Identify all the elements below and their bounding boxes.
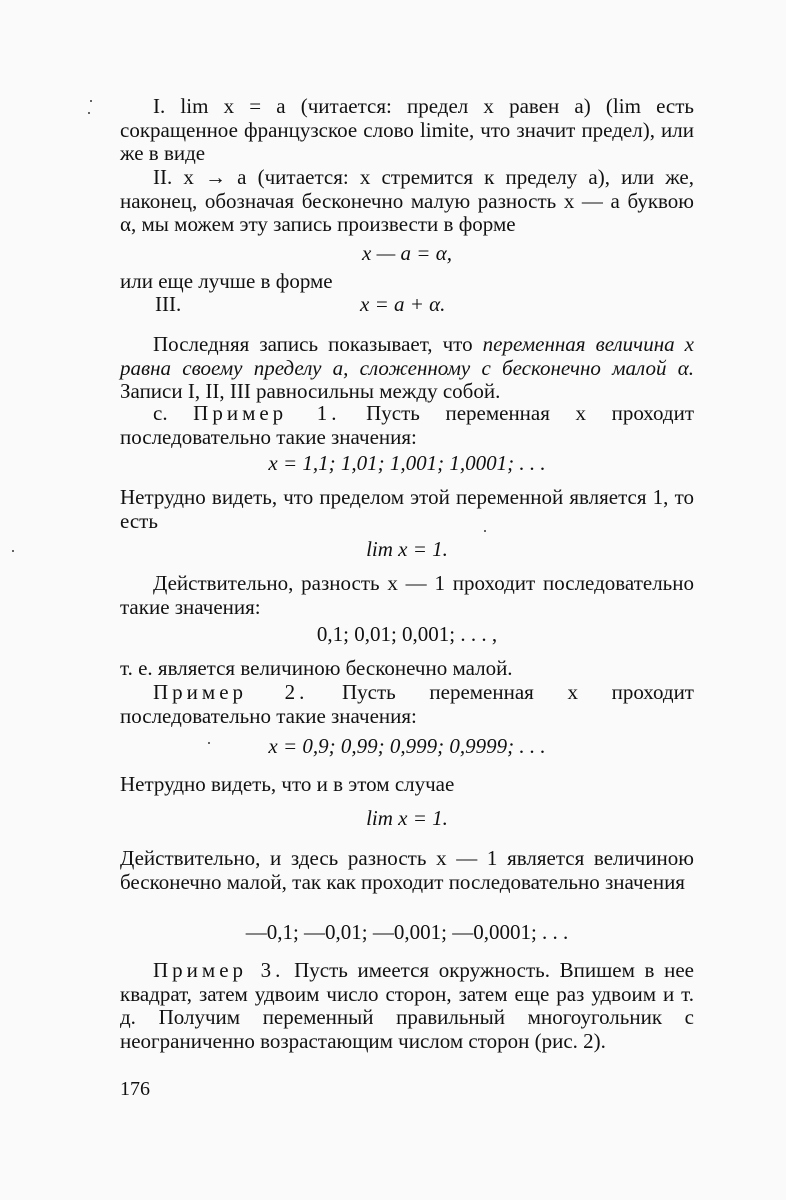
line-better-form: или еще лучше в форме	[120, 269, 333, 293]
italic-statement: переменная величина x равна своему пределу a, сложенному с бесконечно малой α.	[120, 332, 694, 380]
paragraph-example-1: с. Пример 1. Пусть переменная x проходит последовательно такие значения:	[120, 401, 694, 449]
example-1-label: Пример 1.	[193, 401, 341, 425]
formula-difference-1: 0,1; 0,01; 0,001; . . . ,	[316, 622, 498, 646]
paragraph-notation-I: I. lim x = a (читается: предел x равен a) (lim есть сокращенное французское слово limite, что значит предел), или же в виде	[120, 94, 694, 165]
paragraph-example-3: Пример 3. Пусть имеется окружность. Впишем в нее квадрат, затем удвоим число сторон, затем еще раз удвоим и т. д. Получим переменный правильный многоугольник с неограниченно возрастающим числом сторон (рис. 2).	[120, 958, 694, 1053]
paragraph-example-2-note: Нетрудно видеть, что и в этом случае	[120, 772, 455, 796]
label-III: III.	[155, 292, 182, 316]
formula-limit-1: lim x = 1.	[366, 537, 448, 561]
scan-speck	[88, 112, 90, 114]
paragraph-notation-II: II. x → a (читается: x стремится к пределу a), или же, наконец, обозначая бесконечно малую разность x — a буквою α, мы можем эту запись произвести в форме	[120, 165, 694, 236]
paragraph-example-2: Пример 2. Пусть переменная x проходит последовательно такие значения:	[120, 680, 694, 728]
scan-speck	[208, 742, 210, 744]
paragraph-example-1-conclusion: т. е. является величиною бесконечно малой.	[120, 656, 513, 680]
paragraph-example-1-indeed: Действительно, разность x — 1 проходит последовательно такие значения:	[120, 571, 694, 619]
formula-example-1: x = 1,1; 1,01; 1,001; 1,0001; . . .	[268, 451, 546, 475]
formula-III: x = a + α.	[360, 292, 446, 316]
formula-example-2: x = 0,9; 0,99; 0,999; 0,9999; . . .	[268, 734, 546, 758]
scan-speck	[12, 550, 14, 552]
paragraph-last-notation: Последняя запись показывает, что переменная величина x равна своему пределу a, сложенному с бесконечно малой α. Записи I, II, III равносильны между собой.	[120, 332, 694, 403]
scan-speck	[90, 100, 92, 102]
example-2-label: Пример 2.	[153, 680, 309, 704]
page-number: 176	[120, 1078, 150, 1100]
formula-limit-2: lim x = 1.	[366, 806, 448, 830]
paragraph-example-2-indeed: Действительно, и здесь разность x — 1 является величиною бесконечно малой, так как проходит последовательно значения	[120, 846, 694, 894]
formula-difference-alpha: x — a = α,	[362, 241, 452, 265]
example-3-label: Пример 3.	[153, 958, 285, 982]
paragraph-example-1-note: Нетрудно видеть, что пределом этой переменной является 1, то есть	[120, 485, 694, 533]
formula-difference-2: —0,1; —0,01; —0,001; —0,0001; . . .	[245, 920, 569, 944]
scan-speck	[484, 530, 486, 532]
